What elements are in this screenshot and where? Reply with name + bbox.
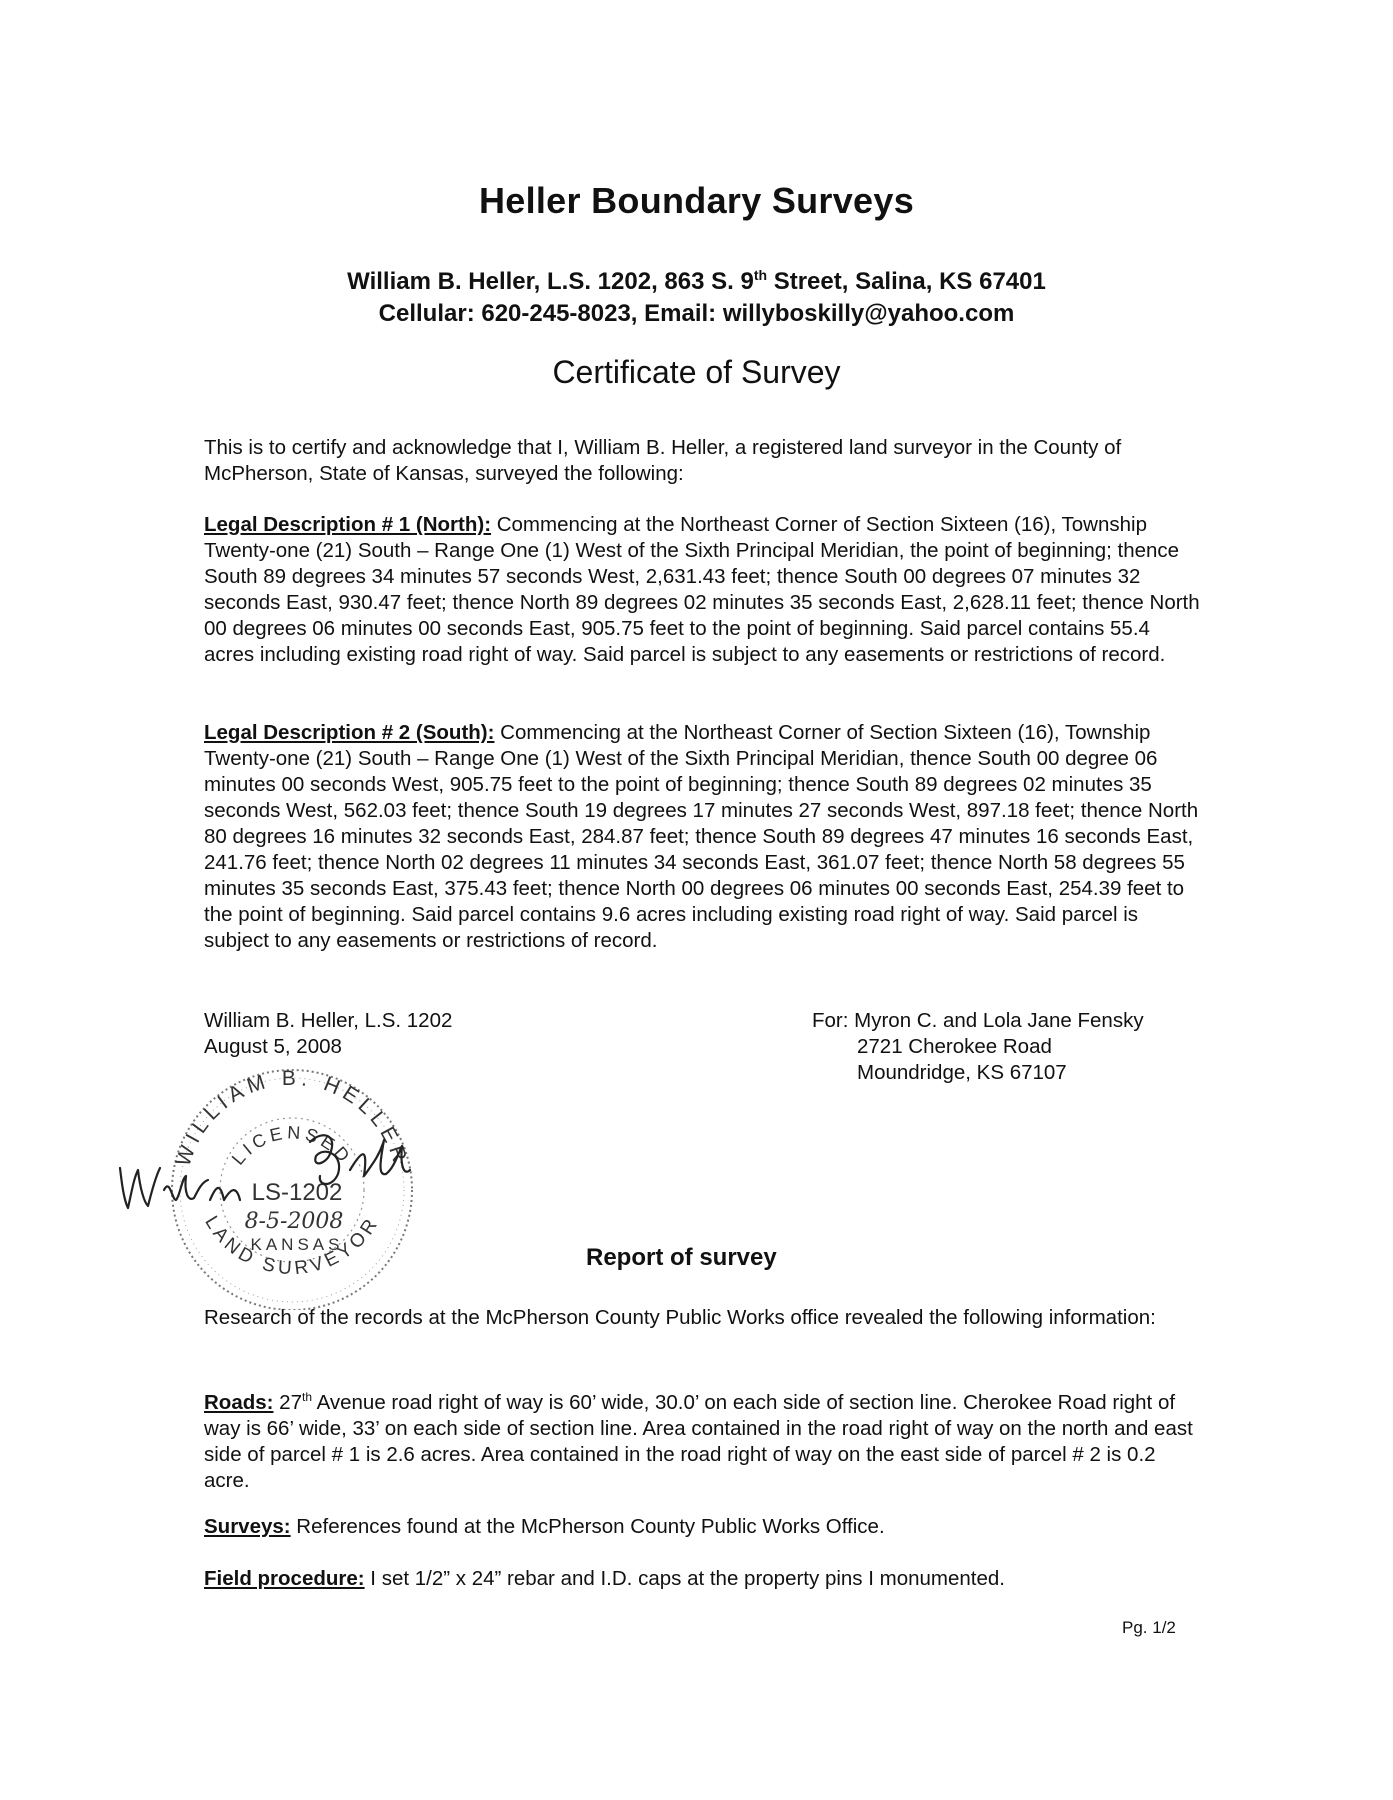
surveyor-seal-stamp bbox=[112, 1050, 472, 1310]
surveyor-name: William B. Heller, L.S. 1202 bbox=[204, 1009, 453, 1032]
intro-paragraph: This is to certify and acknowledge that I, William B. Heller, a registered land surveyor in the County of McPherson, State of Kansas, surveyed the following: bbox=[204, 436, 1122, 485]
client-city: Moundridge, KS 67107 bbox=[857, 1061, 1067, 1084]
seal-state: KANSAS bbox=[250, 1235, 344, 1254]
roads-text: Avenue road right of way is 60’ wide, 30.0’ on each side of section line. Cherokee Road right of way is 66’ wide, 33’ on each side of section line. Area contained in the road right of way on the north and east side of parcel # 1 is 2.6 acres. Area contained in the road right of way on the east side of parcel # 2 is 0.2 acre. bbox=[204, 1390, 1193, 1492]
firm-contact: Cellular: 620-245-8023, Email: willyboskilly@yahoo.com bbox=[378, 300, 1015, 327]
legal-description-2 bbox=[204, 720, 1204, 954]
field-procedure-text: I set 1/2” x 24” rebar and I.D. caps at the property pins I monumented. bbox=[364, 1567, 1005, 1590]
legal-description-1 bbox=[204, 512, 1204, 668]
field-procedure-label: Field procedure: bbox=[204, 1567, 365, 1590]
seal-handwritten-date: 8-5-2008 bbox=[244, 1209, 344, 1234]
client-name: For: Myron C. and Lola Jane Fensky bbox=[812, 1009, 1144, 1032]
legal-description-1-label: Legal Description # 1 (North): bbox=[204, 513, 492, 536]
page-number: Pg. 1/2 bbox=[1122, 1618, 1176, 1637]
surveys-paragraph bbox=[204, 1514, 1204, 1540]
seal-licensed-text: LICENSED bbox=[227, 1122, 357, 1169]
firm-address: William B. Heller, L.S. 1202, 863 S. 9th Street, Salina, KS 67401 bbox=[347, 267, 1046, 295]
roads-label: Roads: bbox=[204, 1390, 274, 1414]
surveys-text: References found at the McPherson County Public Works Office. bbox=[290, 1515, 885, 1538]
firm-address-block bbox=[0, 259, 1393, 330]
legal-description-2-text: Commencing at the Northeast Corner of Section Sixteen (16), Township Twenty-one (21) South – Range One (1) West of the Sixth Principal Meridian, thence South 00 degree 06 minutes 00 seconds West, 905.75 feet to the point of beginning; thence South 89 degrees 02 minutes 35 seconds West, 562.03 feet; thence South 19 degrees 17 minutes 27 seconds West, 897.18 feet; thence North 80 degrees 16 minutes 32 seconds East, 284.87 feet; thence South 89 degrees 47 minutes 16 seconds East, 241.76 feet; thence North 02 degrees 11 minutes 34 seconds East, 361.07 feet; thence North 58 degrees 55 minutes 35 seconds East, 375.43 feet; thence North 00 degrees 06 minutes 00 seconds East, 254.39 feet to the point of beginning. Said parcel contains 9.6 acres including existing road right of way. Said parcel is subject to any easements or restrictions of record. bbox=[204, 721, 1199, 952]
surveys-label: Surveys: bbox=[204, 1515, 291, 1538]
field-procedure-paragraph bbox=[204, 1566, 1204, 1592]
legal-description-1-text: Commencing at the Northeast Corner of Section Sixteen (16), Township Twenty-one (21) South – Range One (1) West of the Sixth Principal Meridian, the point of beginning; thence South 89 degrees 34 minutes 57 seconds West, 2,631.43 feet; thence South 00 degrees 07 minutes 32 seconds East, 930.47 feet; thence North 89 degrees 02 minutes 35 seconds East, 2,628.11 feet; thence North 00 degrees 06 minutes 00 seconds East, 905.75 feet to the point of beginning. Said parcel contains 55.4 acres including existing road right of way. Said parcel is subject to any easements or restrictions of record. bbox=[204, 513, 1200, 666]
seal-top-text: WILLIAM B. HELLER bbox=[171, 1066, 413, 1170]
firm-name: Heller Boundary Surveys bbox=[478, 180, 915, 221]
seal-bottom-text: LAND SURVEYOR bbox=[200, 1212, 384, 1280]
report-title: Report of survey bbox=[586, 1244, 777, 1271]
legal-description-2-label: Legal Description # 2 (South): bbox=[204, 721, 495, 744]
client-street: 2721 Cherokee Road bbox=[857, 1035, 1052, 1058]
document-title: Certificate of Survey bbox=[552, 354, 841, 390]
client-block bbox=[812, 1008, 1144, 1086]
research-paragraph: Research of the records at the McPherson County Public Works office revealed the following information: bbox=[204, 1306, 1156, 1329]
signature-date: August 5, 2008 bbox=[204, 1035, 342, 1058]
seal-license-number: LS-1202 bbox=[251, 1179, 343, 1206]
roads-paragraph: Roads: 27th Avenue road right of way is 60’ wide, 30.0’ on each side of section line. Cherokee Road right of way is 66’ wide, 33’ on each side of section line. Area contained in the road right of way on the north and east side of parcel # 1 is 2.6 acres. Area contained in the road right of way on the east side of parcel # 2 is 0.2 acre. bbox=[204, 1390, 1193, 1492]
